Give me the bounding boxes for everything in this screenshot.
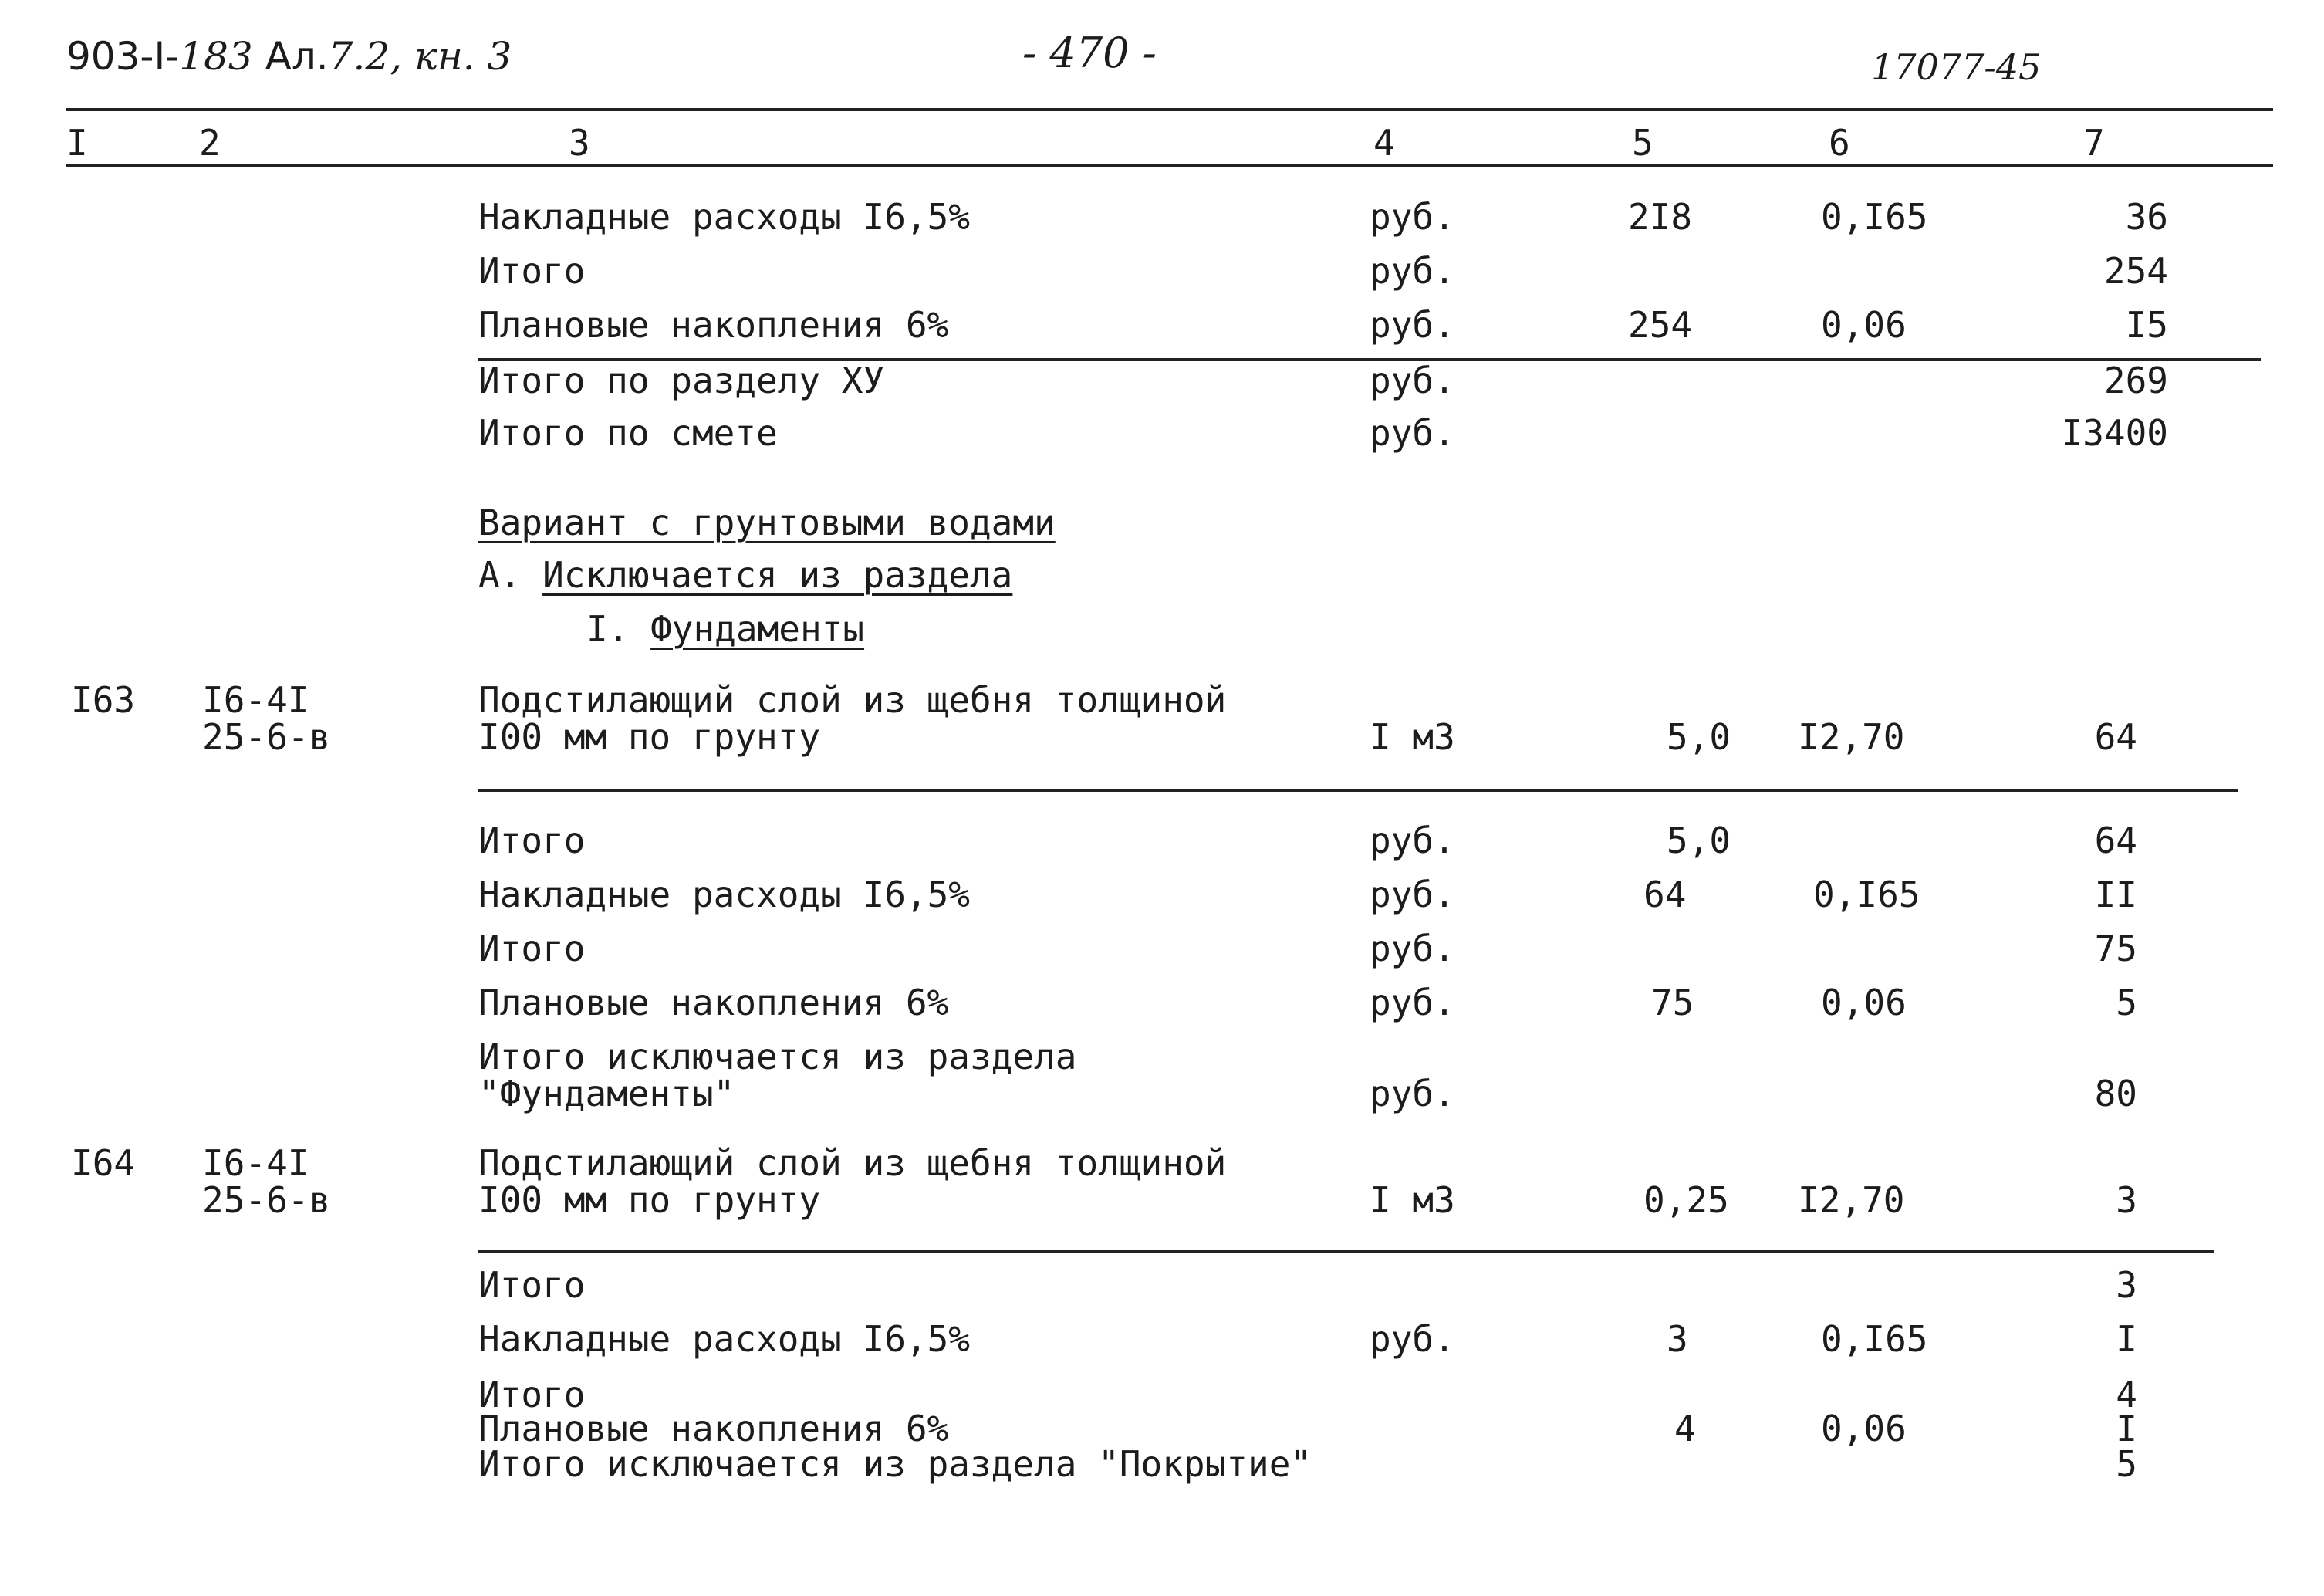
row-amount: 5 (2116, 982, 2137, 1023)
row-name-line1: Итого исключается из раздела (478, 1036, 1077, 1077)
row-name: Накладные расходы I6,5% (478, 196, 970, 238)
item-code-2: 25-6-в (202, 1179, 331, 1221)
item-name-line1: Подстилающий слой из щебня толщиной (478, 679, 1227, 721)
row-name: Плановые накопления 6% (478, 1408, 949, 1449)
document-code-handwritten: 183 (179, 34, 253, 79)
row-name: Плановые накопления 6% (478, 304, 949, 346)
subsection-heading (586, 610, 864, 648)
item-unit: I м3 (1370, 716, 1455, 758)
row-rate: 0,06 (1821, 304, 1907, 346)
column-header-6: 6 (1829, 122, 1850, 164)
header-bottom-rule (66, 164, 2273, 167)
row-rate: 0,I65 (1821, 196, 1928, 238)
row-rate: 0,06 (1821, 1408, 1907, 1449)
row-name: Итого (478, 928, 586, 969)
row-name: Накладные расходы I6,5% (478, 874, 970, 915)
row-name: Плановые накопления 6% (478, 982, 949, 1023)
row-unit: руб. (1370, 982, 1455, 1023)
header-top-rule (66, 108, 2273, 111)
row-amount: I3400 (2061, 412, 2168, 454)
document-code-printed: 903-I- (66, 34, 180, 79)
row-unit: руб. (1370, 250, 1455, 292)
row-name: Итого исключается из раздела "Покрытие" (478, 1443, 1312, 1485)
column-header-7: 7 (2083, 122, 2105, 164)
item-amount: 3 (2116, 1179, 2137, 1221)
row-unit: руб. (1370, 1318, 1455, 1360)
document-code (66, 34, 512, 79)
item-code-1: I6-4I (202, 1142, 309, 1184)
item-name-line2: I00 мм по грунту (478, 716, 821, 758)
row-amount: I5 (2125, 304, 2168, 346)
row-amount: 254 (2103, 250, 2168, 292)
row-quantity: 75 (1651, 982, 1694, 1023)
row-name: Итого по разделу ХУ (478, 360, 885, 401)
item-quantity: 0,25 (1643, 1179, 1729, 1221)
item-code-2: 25-6-в (202, 716, 331, 758)
item-number: I63 (71, 679, 136, 721)
item-unit: I м3 (1370, 1179, 1455, 1221)
inventory-number: 17077-45 (1871, 46, 2042, 88)
row-unit: руб. (1370, 360, 1455, 401)
item-name-line2: I00 мм по грунту (478, 1179, 821, 1221)
row-name: Итого (478, 1374, 586, 1415)
row-rate: 0,06 (1821, 982, 1907, 1023)
row-amount: 3 (2116, 1264, 2137, 1306)
row-amount: II (2094, 874, 2137, 915)
row-quantity: 5,0 (1667, 820, 1731, 861)
row-quantity: 64 (1643, 874, 1687, 915)
row-name-line2: "Фундаменты" (478, 1073, 735, 1114)
column-header-5: 5 (1632, 122, 1653, 164)
column-header-4: 4 (1373, 122, 1395, 164)
row-name: Итого (478, 250, 586, 292)
section-heading (478, 556, 1012, 594)
row-name: Итого по смете (478, 412, 778, 454)
row-quantity: 254 (1628, 304, 1693, 346)
row-unit: руб. (1370, 1073, 1455, 1114)
item-rate: I2,70 (1798, 1179, 1905, 1221)
row-unit: руб. (1370, 196, 1455, 238)
item-quantity: 5,0 (1667, 716, 1731, 758)
row-unit: руб. (1370, 412, 1455, 454)
item-number: I64 (71, 1142, 136, 1184)
row-unit: руб. (1370, 820, 1455, 861)
row-name: Накладные расходы I6,5% (478, 1318, 970, 1360)
section-title: Исключается из раздела (542, 554, 1013, 596)
row-amount: I (2116, 1318, 2137, 1360)
item-163-rule (478, 789, 2238, 792)
row-amount: 75 (2094, 928, 2137, 969)
row-quantity: 4 (1674, 1408, 1696, 1449)
row-amount: 269 (2103, 360, 2168, 401)
row-unit: руб. (1370, 874, 1455, 915)
row-quantity: 3 (1667, 1318, 1688, 1360)
row-rate: 0,I65 (1813, 874, 1920, 915)
section-prefix: А. (478, 554, 522, 596)
album-printed: Ал. (265, 34, 329, 79)
row-amount: I (2116, 1408, 2137, 1449)
row-unit: руб. (1370, 304, 1455, 346)
item-name-line1: Подстилающий слой из щебня толщиной (478, 1142, 1227, 1184)
item-164-rule (478, 1250, 2214, 1253)
column-header-1: I (66, 122, 88, 164)
subsection-title: Фундаменты (650, 608, 865, 650)
row-amount: 36 (2125, 196, 2168, 238)
column-header-3: 3 (569, 122, 590, 164)
row-amount: 64 (2094, 820, 2137, 861)
row-unit: руб. (1370, 928, 1455, 969)
row-quantity: 2I8 (1628, 196, 1693, 238)
row-amount: 80 (2094, 1073, 2137, 1114)
variant-title: Вариант с грунтовыми водами (478, 502, 1056, 543)
row-rate: 0,I65 (1821, 1318, 1928, 1360)
column-header-2: 2 (199, 122, 221, 164)
item-rate: I2,70 (1798, 716, 1905, 758)
row-name: Итого (478, 820, 586, 861)
row-amount: 4 (2116, 1374, 2137, 1415)
page-number: - 470 - (1022, 29, 1157, 77)
item-code-1: I6-4I (202, 679, 309, 721)
row-name: Итого (478, 1264, 586, 1306)
subsection-prefix: I. (586, 608, 630, 650)
item-amount: 64 (2094, 716, 2137, 758)
album-handwritten: 7.2, кн. 3 (328, 34, 512, 79)
row-amount: 5 (2116, 1443, 2137, 1485)
